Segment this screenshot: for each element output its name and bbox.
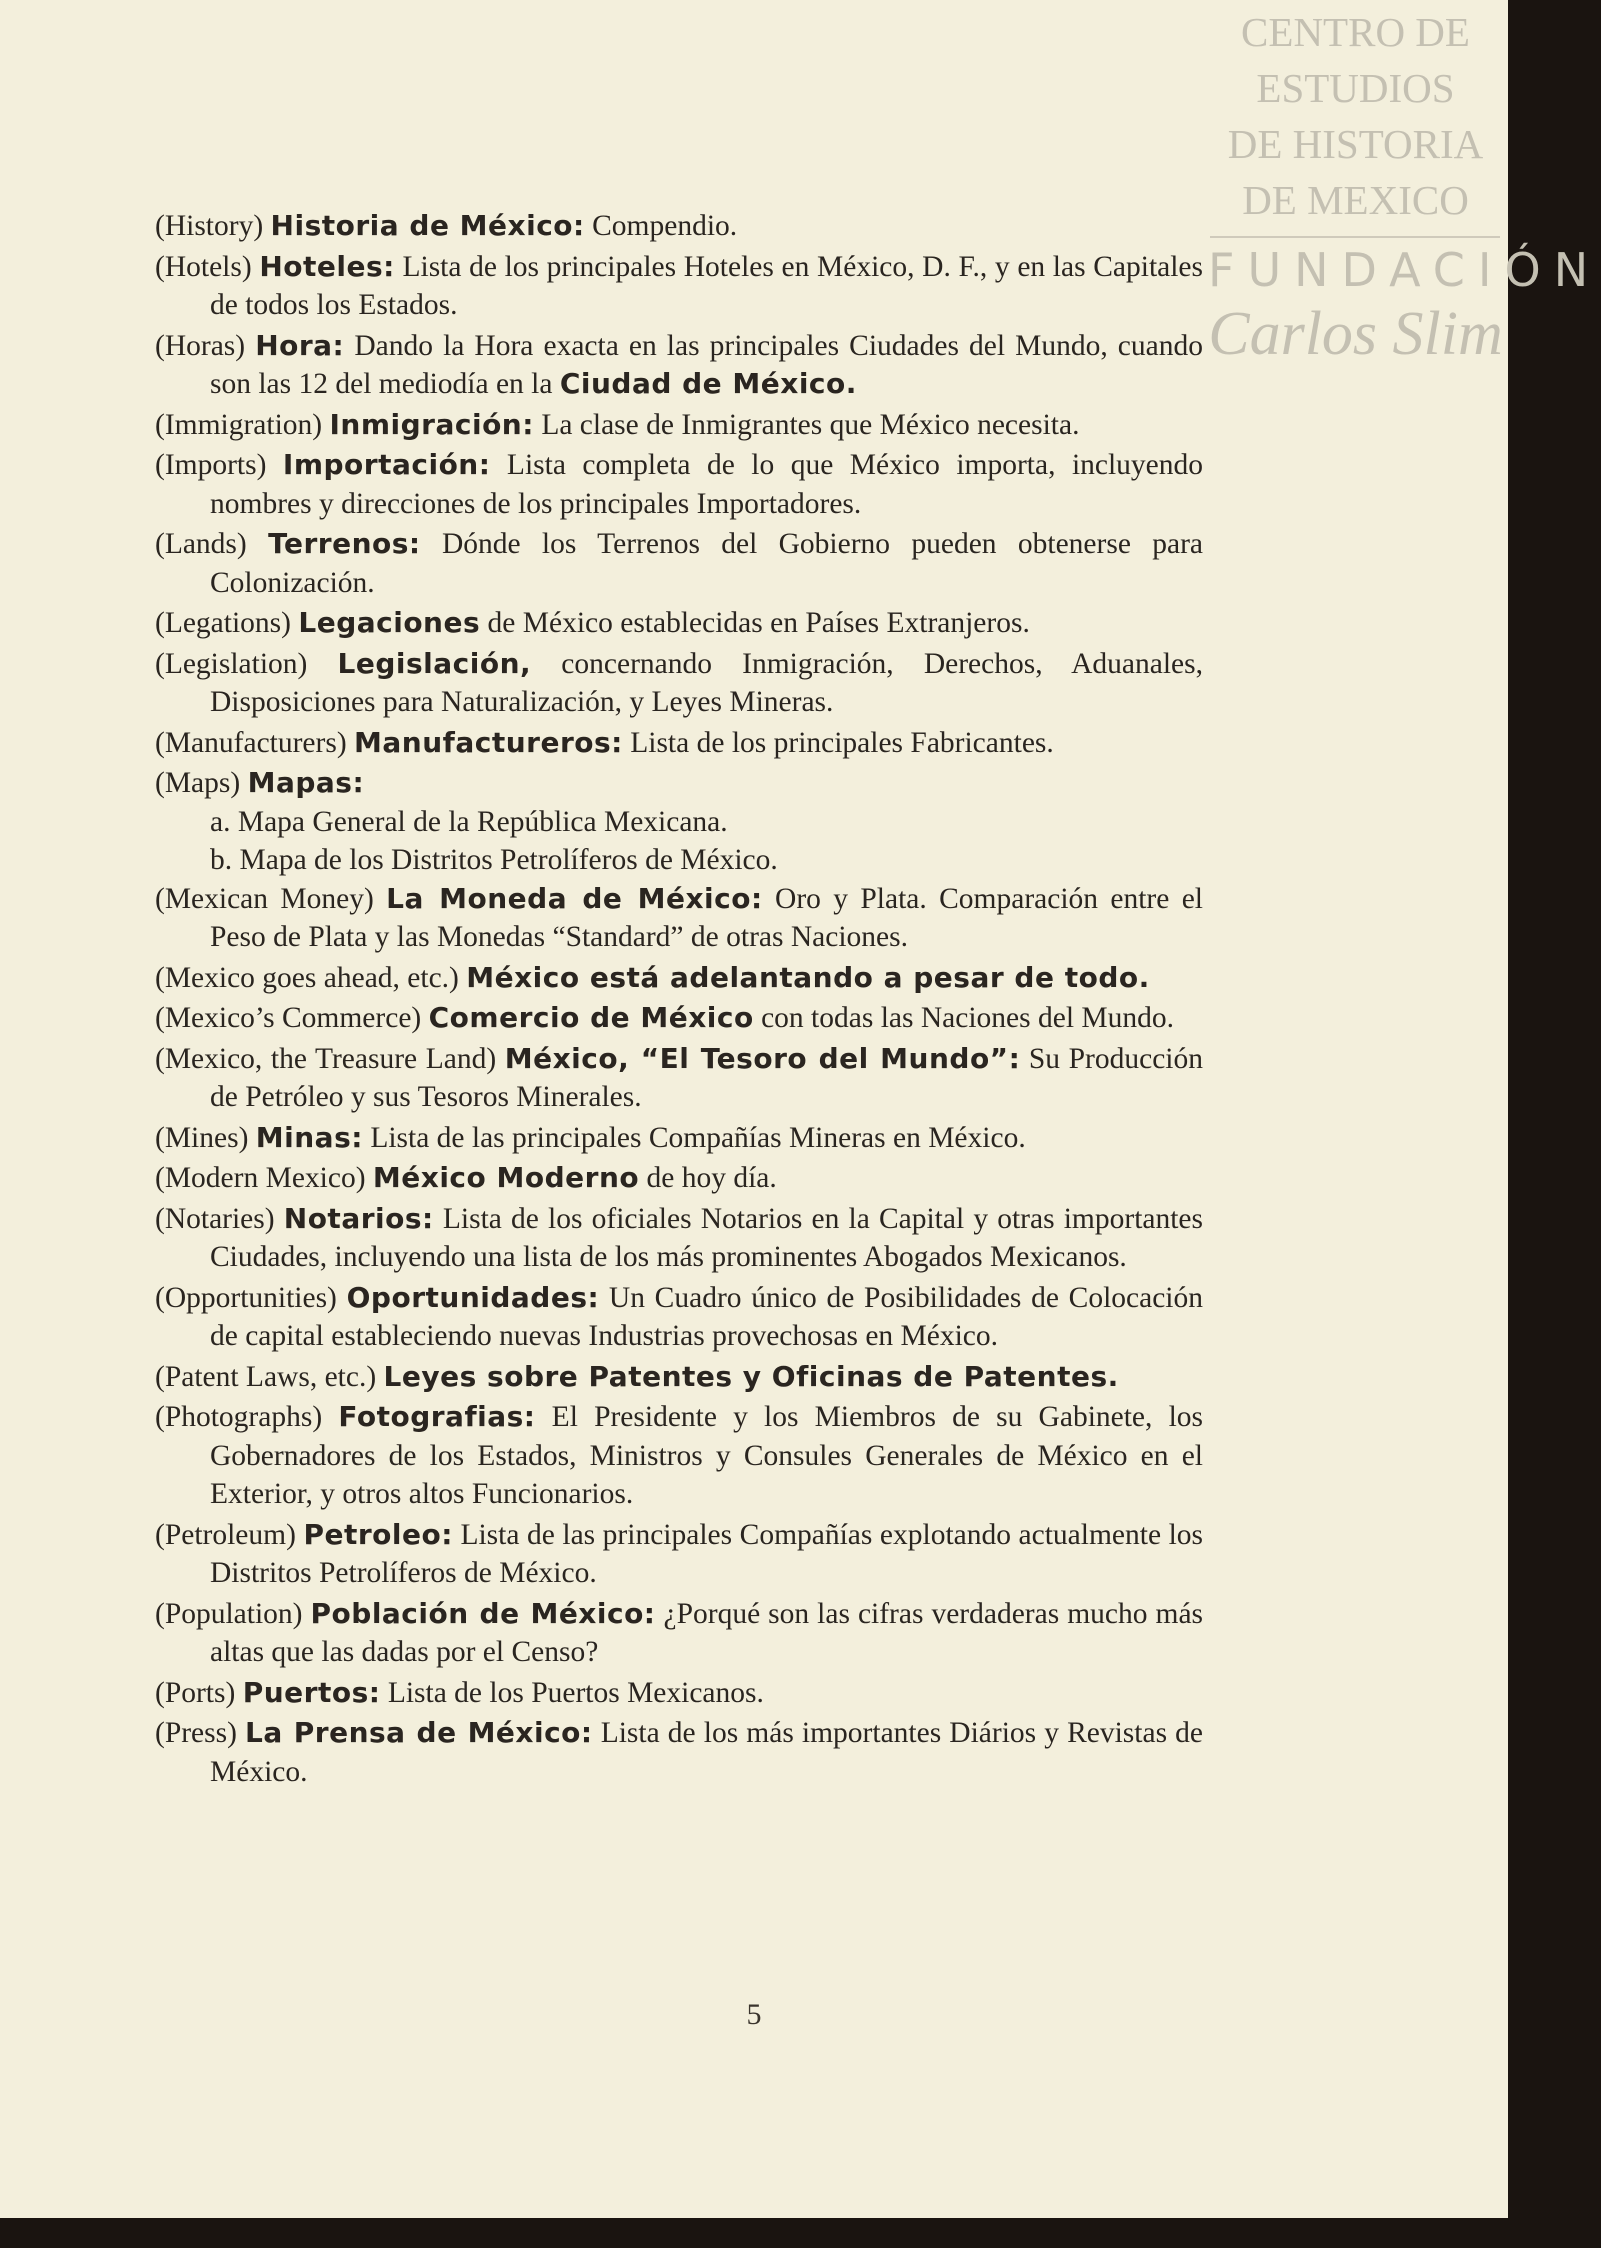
entry-title: Legaciones [298,606,481,639]
entry-description: El Presidente y los Miembros de su Gabinete, los Gobernadores de los Estados, Ministros y Consules Generales de México en el Exterior, y otros altos Funcionarios. [210,1401,1204,1510]
watermark-org-line: CENTRO DE [1241,9,1470,55]
entry-description: Su Producción de Petróleo y sus Tesoros Minerales. [210,1042,1203,1113]
watermark-org-line: DE MEXICO [1242,177,1469,223]
index-entry [155,406,1203,445]
entry-title: México, “El Tesoro del Mundo”: [504,1041,1021,1075]
entry-description: Lista de los oficiales Notarios en la Capital y otras importantes Ciudades, incluyendo una lista de los más prominentes Abogados Mexicanos. [210,1202,1204,1273]
entry-title: La Moneda de México: [386,881,763,915]
entry-description: Lista de las principales Compañías Mineras en México. [370,1121,1026,1154]
entry-english-key: (Mexico, the Treasure Land) [155,1042,497,1075]
entry-english-key: (Petroleum) [155,1518,296,1551]
index-entry [155,1358,1203,1397]
entry-title: Importación: [282,448,491,481]
entry-english-key: (Mexican Money) [155,882,374,915]
index-entry [155,248,1203,325]
index-entry [155,1200,1203,1277]
index-entry [155,1714,1203,1791]
entry-title: Minas: [255,1120,363,1154]
watermark-org-line: ESTUDIOS [1256,65,1455,111]
entry-description: Lista de los principales Fabricantes. [630,726,1054,759]
index-entry [155,327,1203,404]
entry-english-key: (Maps) [155,767,241,799]
entry-title: Comercio de México [428,1001,754,1034]
entry-description: Un Cuadro único de Posibilidades de Colocación de capital estableciendo nuevas Industrias provechosas en México. [210,1281,1204,1352]
entry-description: Oro y Plata. Comparación entre el Peso de Plata y las Monedas “Standard” de otras Naciones. [210,882,1203,953]
index-entry [155,880,1203,957]
map-sub-item: b. Mapa de los Distritos Petrolíferos de México. [210,844,778,876]
index-entry [155,724,1203,763]
entry-english-key: (Legations) [155,607,291,639]
watermark-signature: Carlos Slim [1208,300,1503,368]
entry-english-key: (Mexico goes ahead, etc.) [155,961,459,994]
index-entry [155,1040,1203,1117]
entry-title: Puertos: [242,1675,381,1709]
index-entry [155,959,1203,998]
entry-title: Historia de México: [270,209,585,242]
entry-english-key: (Legislation) [155,647,308,680]
entry-english-key: (Patent Laws, etc.) [155,1360,377,1393]
index-entry [155,525,1203,602]
entry-english-key: (Modern Mexico) [155,1162,366,1194]
entry-description: con todas las Naciones del Mundo. [761,1002,1174,1034]
index-entry [155,1595,1203,1672]
entry-title: Mapas: [247,766,365,799]
entry-description: concernando Inmigración, Derechos, Aduanales, Disposiciones para Naturalización, y Leyes Mineras. [210,647,1203,718]
entry-english-key: (Opportunities) [155,1281,337,1314]
entry-title-continued: Ciudad de México. [559,367,857,400]
entry-title: Hoteles: [259,249,395,283]
entry-english-key: (Mexico’s Commerce) [155,1002,422,1034]
entry-description: Compendio. [592,210,738,242]
page-number: 5 [746,1998,762,2031]
index-entry [155,207,1203,246]
entry-title: Legislación, [337,646,532,680]
entry-title: Leyes sobre Patentes y Oficinas de Patentes. [383,1359,1119,1393]
entry-description: de hoy día. [646,1162,777,1194]
entry-title: Petroleo: [303,1517,453,1551]
entry-english-key: (Mines) [155,1121,249,1154]
entry-description: Lista de los principales Hoteles en México, D. F., y en las Capitales de todos los Estados. [210,250,1204,321]
entry-english-key: (Press) [155,1717,237,1749]
entry-english-key: (Immigration) [155,408,323,441]
index-entry [155,1398,1203,1514]
entry-english-key: (Ports) [155,1676,236,1709]
entry-title: Fotografias: [338,1400,536,1433]
entry-description: Lista completa de lo que México importa, incluyendo nombres y direcciones de los principales Importadores. [210,449,1204,520]
index-entry [155,446,1203,523]
entry-title: México Moderno [372,1161,640,1194]
entry-title: La Prensa de México: [245,1716,593,1749]
index-entry [155,1279,1203,1356]
entry-description: Lista de los Puertos Mexicanos. [387,1676,764,1709]
entry-title: Oportunidades: [346,1280,600,1314]
entry-description: Dando la Hora exacta en las principales Ciudades del Mundo, cuando son las 12 del mediodía en la [210,329,1203,400]
entry-title: México está adelantando a pesar de todo. [466,960,1150,994]
entry-english-key: (Population) [155,1597,303,1630]
index-entry [155,764,1203,803]
index-entry [155,1159,1203,1198]
entry-english-key: (Horas) [155,329,246,362]
map-sub-item: a. Mapa General de la República Mexicana. [210,805,728,838]
watermark-org-line: DE HISTORIA [1227,121,1484,167]
entry-english-key: (Lands) [155,528,247,560]
entry-english-key: (Photographs) [155,1401,323,1433]
entry-title: Hora: [255,328,345,362]
entry-title: Manufactureros: [354,725,623,759]
entry-description: La clase de Inmigrantes que México necesita. [541,408,1080,441]
entry-english-key: (Hotels) [155,250,252,283]
index-list [155,207,1203,1791]
entry-description: ¿Porqué son las cifras verdaderas mucho más altas que las dadas por el Censo? [210,1597,1204,1668]
entry-english-key: (History) [155,210,264,242]
watermark-divider [1210,236,1500,238]
entry-description: de México establecidas en Países Extranjeros. [487,607,1030,639]
archive-watermark [1200,4,1601,368]
index-entry [155,645,1203,722]
entry-title: Población de México: [310,1596,656,1630]
entry-english-key: (Imports) [155,449,267,481]
index-entry [155,1516,1203,1593]
index-entry [155,604,1203,643]
entry-english-key: (Notaries) [155,1202,275,1235]
entry-title: Notarios: [283,1201,434,1235]
index-entry [155,1119,1203,1158]
entry-description: Dónde los Terrenos del Gobierno pueden obtenerse para Colonización. [210,528,1204,599]
index-entry [155,999,1203,1038]
entry-title: Inmigración: [329,407,534,441]
entry-description: Lista de las principales Compañías explotando actualmente los Distritos Petrolíferos de México. [210,1518,1204,1589]
entry-title: Terrenos: [268,527,421,560]
entry-description: Lista de los más importantes Diários y Revistas de México. [210,1717,1204,1788]
entry-english-key: (Manufacturers) [155,726,347,759]
index-entry [155,1674,1203,1713]
watermark-foundation: FUNDACIÓN [1208,243,1601,297]
